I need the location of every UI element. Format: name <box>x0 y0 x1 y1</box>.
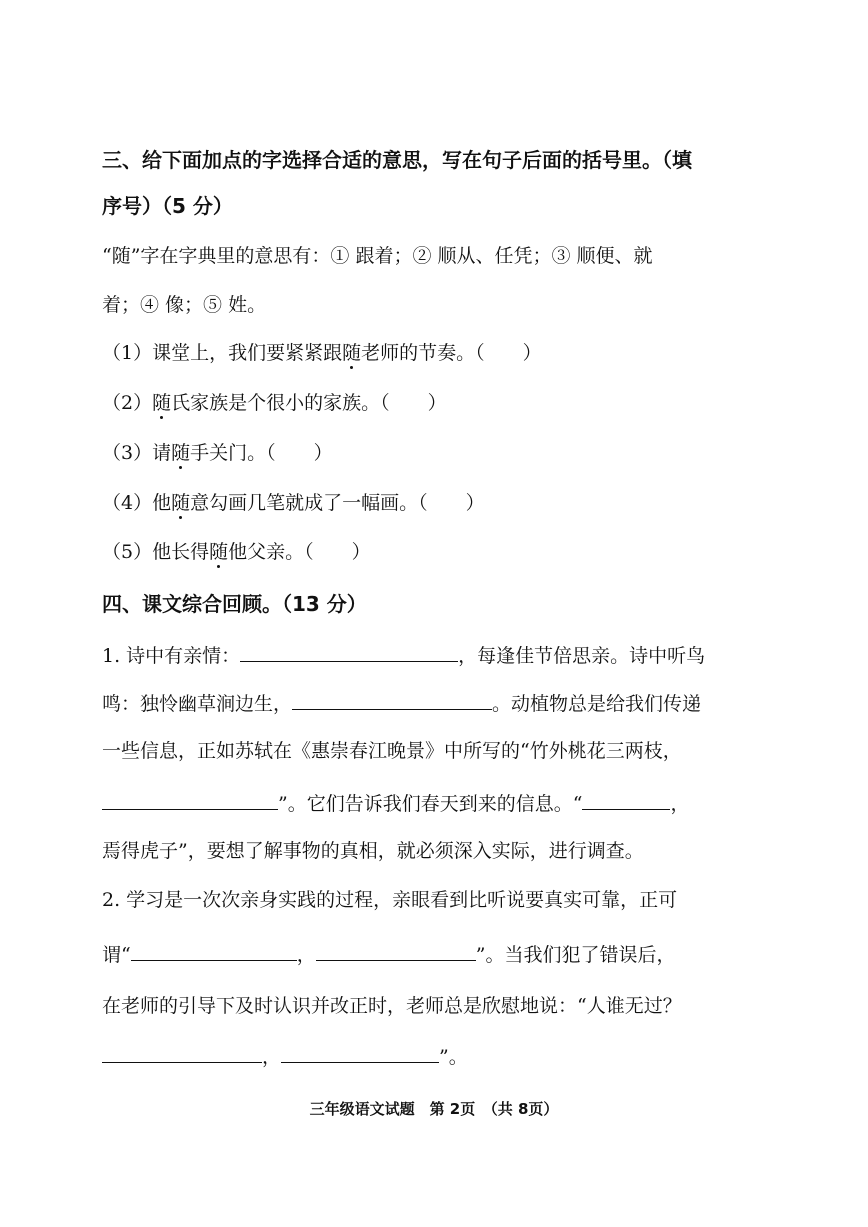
q2-line1: 2. 学习是一次次亲身实践的过程，亲眼看到比听说要真实可靠，正可 <box>102 889 678 911</box>
q2-line4: ， ”。 <box>102 1042 468 1068</box>
section3-title-line1: 三、给下面加点的字选择合适的意思，写在句子后面的括号里。（填 <box>102 148 692 172</box>
question-item-3: （3）请随手关门。（ ） <box>102 442 333 464</box>
answer-blank[interactable] <box>582 789 670 810</box>
question-item-2: （2）随氏家族是个很小的家族。（ ） <box>102 392 447 414</box>
answer-blank[interactable] <box>316 940 476 961</box>
dotted-character: 随 <box>171 492 191 514</box>
answer-blank[interactable] <box>281 1042 439 1063</box>
dotted-character: 随 <box>152 392 172 414</box>
section3-title-line2: 序号）（5 分） <box>102 194 233 218</box>
definition-line2: 着；④ 像；⑤ 姓。 <box>102 294 267 316</box>
q1-line3: 一些信息，正如苏轼在《惠崇春江晚景》中所写的“竹外桃花三两枝， <box>102 740 682 762</box>
question-item-5: （5）他长得随他父亲。（ ） <box>102 541 371 563</box>
q1-line1: 1. 诗中有亲情： ，每逢佳节倍思亲。诗中听鸟 <box>102 641 705 667</box>
answer-blank[interactable] <box>131 940 297 961</box>
page-footer: 三年级语文试题 第 2页 （共 8页） <box>309 1100 559 1118</box>
section4-title: 四、课文综合回顾。（13 分） <box>102 592 367 616</box>
q1-line2: 鸣：独怜幽草涧边生， 。动植物总是给我们传递 <box>102 689 701 715</box>
answer-blank[interactable] <box>102 1042 262 1063</box>
answer-blank[interactable] <box>292 689 492 710</box>
q2-line2: 谓“ ， ”。当我们犯了错误后， <box>102 940 675 966</box>
question-item-4: （4）他随意勾画几笔就成了一幅画。（ ） <box>102 492 485 514</box>
q2-line3: 在老师的引导下及时认识并改正时，老师总是欣慰地说：“人谁无过？ <box>102 995 682 1017</box>
dotted-character: 随 <box>171 442 191 464</box>
dotted-character: 随 <box>209 541 229 563</box>
answer-blank[interactable] <box>102 789 278 810</box>
answer-blank[interactable] <box>240 641 458 662</box>
q1-line5: 焉得虎子”，要想了解事物的真相，就必须深入实际，进行调查。 <box>102 840 644 862</box>
q1-line4: ”。它们告诉我们春天到来的信息。“ ， <box>102 789 689 815</box>
question-item-1: （1）课堂上，我们要紧紧跟随老师的节奏。（ ） <box>102 342 542 364</box>
dotted-character: 随 <box>342 342 362 364</box>
definition-line1: “随”字在字典里的意思有：① 跟着；② 顺从、任凭；③ 顺便、就 <box>102 245 653 267</box>
